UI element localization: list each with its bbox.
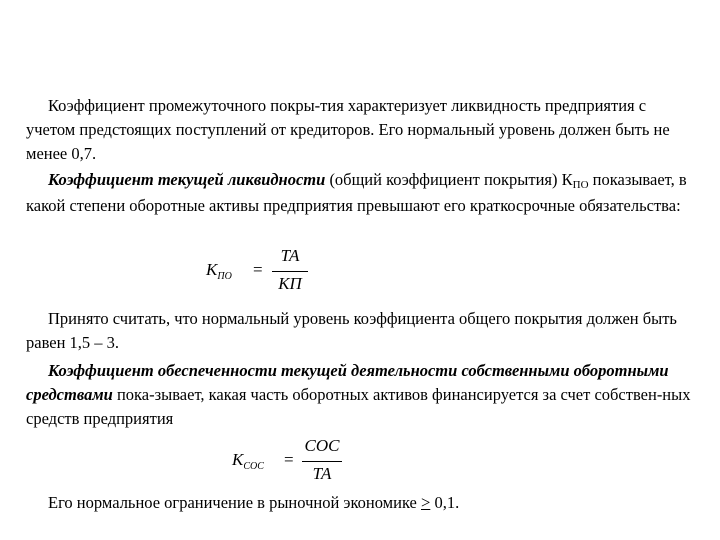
formula-denominator: КП xyxy=(278,274,302,293)
term-current-liquidity: Коэффициент текущей ликвидности xyxy=(48,170,326,189)
formula-current-liquidity xyxy=(206,246,316,296)
paragraph-text: 0,1. xyxy=(430,493,460,512)
subscript: ПО xyxy=(572,179,589,191)
fraction-bar xyxy=(302,461,342,462)
paragraph-text: Его нормальное ограничение в рыночной экономике xyxy=(48,493,421,512)
formula-lhs-subscript: СОС xyxy=(243,461,264,472)
paragraph-norm-constraint xyxy=(26,491,698,515)
equals-sign: = xyxy=(253,260,263,279)
paragraph-text: показывает, в какой степени оборотные активы предприятия превышают его краткосрочные обязательства: xyxy=(26,170,687,215)
formula-lhs: $K_{СОС}$ xyxy=(232,450,264,472)
formula-lhs-subscript: ПО xyxy=(217,271,232,282)
formula-numerator: СОС xyxy=(304,436,340,455)
paragraph-text: Коэффициент промежуточного покры-тия характеризует ликвидность предприятия с учетом предстоящих поступлений от кредиторов. Его нормальный уровень должен быть не менее 0,7. xyxy=(26,96,670,163)
greater-or-equal-sign: > xyxy=(421,493,431,512)
paragraph-text: (общий коэффициент покрытия) К xyxy=(325,170,573,189)
paragraph-current-liquidity xyxy=(26,168,698,218)
paragraph-text: Принято считать, что нормальный уровень коэффициента общего покрытия должен быть равен 1,5 – 3. xyxy=(26,309,677,352)
paragraph-text: пока-зывает, какая часть оборотных активов финансируется за счет собствен-ных средств предприятия xyxy=(26,385,691,428)
equals-sign: = xyxy=(284,450,294,469)
paragraph-normal-level xyxy=(26,307,698,355)
paragraph-intermediate-coverage xyxy=(26,94,698,166)
formula-denominator: ТА xyxy=(312,464,332,483)
paragraph-own-working-capital xyxy=(26,359,698,431)
term-own-working-capital: Коэффициент обеспеченности текущей деятельности собственными оборотными средствами xyxy=(26,361,669,404)
formula-numerator: ТА xyxy=(280,246,300,265)
fraction-bar xyxy=(272,271,308,272)
formula-lhs: $K_{ПО}$ xyxy=(206,260,232,282)
formula-own-working-capital xyxy=(232,436,352,486)
